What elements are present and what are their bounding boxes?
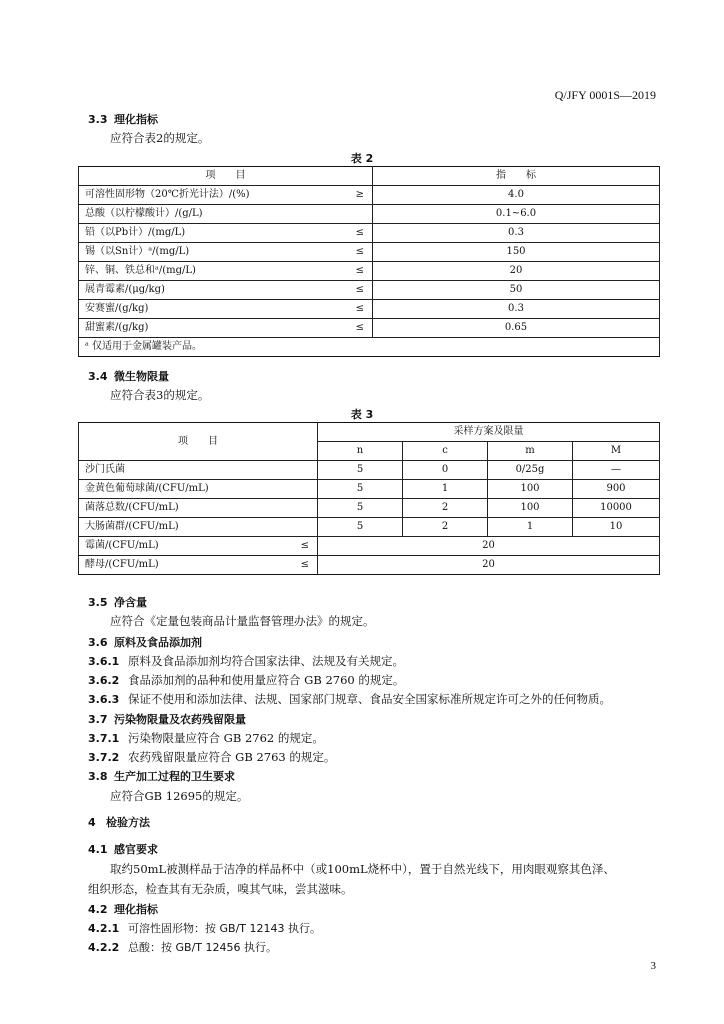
item-name: 可溶性固形物（20℃折光计法）/(%) xyxy=(85,189,250,200)
table2-value-cell: 0.3 xyxy=(373,300,660,319)
table3-merged-value-cell: 20 xyxy=(318,556,660,575)
table-2 xyxy=(78,166,660,357)
table3-m-cell: 0/25g xyxy=(488,461,573,480)
clause-number: 3.7.1 xyxy=(88,732,120,745)
table2-header-item: 项 目 xyxy=(79,167,373,186)
table-3 xyxy=(78,422,660,575)
table3-merged-value-cell: 20 xyxy=(318,537,660,556)
clause-text: 总酸：按 GB/T 12456 执行。 xyxy=(128,941,277,954)
body-line xyxy=(88,594,147,610)
comparison-symbol: ≤ xyxy=(355,303,364,314)
table3-n-cell: 5 xyxy=(318,518,403,537)
section-3-4-text: 应符合表3的规定。 xyxy=(110,388,210,402)
clause-number: 3.7.2 xyxy=(88,751,120,764)
table3-caption: 表 3 xyxy=(350,408,374,421)
table3-n-cell: 5 xyxy=(318,499,403,518)
clause-number: 4.2.1 xyxy=(88,922,120,935)
clause-text: 农药残留限量应符合 GB 2763 的规定。 xyxy=(128,750,336,764)
body-line xyxy=(88,881,353,897)
table3-subheader-n: n xyxy=(318,442,403,461)
item-name: 霉菌/(CFU/mL) xyxy=(85,540,159,551)
table2-footnote: ᵃ 仅适用于金属罐装产品。 xyxy=(79,338,660,357)
table2-item-cell xyxy=(79,319,373,338)
table3-item-cell xyxy=(79,556,318,575)
body-line xyxy=(88,841,158,857)
table3-subheader-m: m xyxy=(488,442,573,461)
clause-text: 应符合《定量包装商品计量监督管理办法》的规定。 xyxy=(110,614,375,628)
comparison-symbol: ≤ xyxy=(355,246,364,257)
clause-text: 检验方法 xyxy=(106,816,150,829)
table3-header-item: 项 目 xyxy=(79,423,318,461)
clause-number: 3.6.2 xyxy=(88,674,120,687)
clause-text: 应符合GB 12695的规定。 xyxy=(110,789,249,803)
table2-value-cell: 20 xyxy=(373,262,660,281)
body-line xyxy=(88,920,321,936)
clause-number: 3.8 xyxy=(88,770,108,783)
clause-number: 3.7 xyxy=(88,713,108,726)
table3-item-cell: 菌落总数/(CFU/mL) xyxy=(79,499,318,518)
clause-text: 取约50mL被测样品于洁净的样品杯中（或100mL烧杯中），置于自然光线下，用肉眼观察其色泽、 xyxy=(110,862,615,876)
table2-item-cell xyxy=(79,186,373,205)
table2-value-cell: 4.0 xyxy=(373,186,660,205)
table3-item-cell xyxy=(79,537,318,556)
body-line xyxy=(88,749,335,765)
section-number: 3.4 xyxy=(88,370,108,383)
table2-header-value: 指 标 xyxy=(373,167,660,186)
item-name: 甜蜜素/(g/kg) xyxy=(85,322,149,333)
body-line xyxy=(88,901,158,917)
clause-text: 理化指标 xyxy=(114,903,158,916)
table2-item-cell xyxy=(79,243,373,262)
comparison-symbol: ≤ xyxy=(300,540,309,551)
table2-item-cell xyxy=(79,281,373,300)
clause-text: 净含量 xyxy=(114,596,147,609)
clause-text: 原料及食品添加剂均符合国家法律、法规及有关规定。 xyxy=(128,654,404,668)
table-row xyxy=(79,205,660,224)
section-title: 微生物限量 xyxy=(114,370,169,383)
body-line xyxy=(88,672,404,688)
clause-text: 保证不使用和添加法律、法规、国家部门规章、食品安全国家标准所规定许可之外的任何物质。 xyxy=(128,692,611,706)
item-name: 铅（以Pb计）/(mg/L) xyxy=(85,227,186,238)
body-line xyxy=(88,653,404,669)
table3-c-cell: 0 xyxy=(403,461,488,480)
table2-value-cell: 0.3 xyxy=(373,224,660,243)
table-row xyxy=(79,537,660,556)
table3-item-cell: 金黄色葡萄球菌/(CFU/mL) xyxy=(79,480,318,499)
item-name: 总酸（以柠檬酸计）/(g/L) xyxy=(85,208,203,219)
table2-value-cell: 0.1~6.0 xyxy=(373,205,660,224)
table3-c-cell: 1 xyxy=(403,480,488,499)
clause-number: 4.1 xyxy=(88,843,108,856)
clause-text: 食品添加剂的品种和使用量应符合 GB 2760 的规定。 xyxy=(128,673,405,687)
section-3-3-text: 应符合表2的规定。 xyxy=(110,131,210,145)
table3-M-cell: — xyxy=(573,461,660,480)
comparison-symbol: ≤ xyxy=(355,322,364,333)
table2-value-cell: 50 xyxy=(373,281,660,300)
table-row xyxy=(79,224,660,243)
table3-c-cell: 2 xyxy=(403,518,488,537)
table-row xyxy=(79,262,660,281)
item-name: 锡（以Sn计）ᵃ/(mg/L) xyxy=(85,246,190,257)
table3-subheader-c: c xyxy=(403,442,488,461)
clause-number: 3.6.1 xyxy=(88,655,120,668)
section-3-4-heading xyxy=(88,368,169,384)
table2-item-cell xyxy=(79,300,373,319)
clause-text: 组织形态，检查其有无杂质，嗅其气味，尝其滋味。 xyxy=(88,882,353,896)
clause-text: 污染物限量应符合 GB 2762 的规定。 xyxy=(128,731,324,745)
table-row xyxy=(79,319,660,338)
clause-number: 3.6 xyxy=(88,636,108,649)
table-row xyxy=(79,518,660,537)
clause-text: 感官要求 xyxy=(114,843,158,856)
table-row xyxy=(79,461,660,480)
table2-value-cell: 0.65 xyxy=(373,319,660,338)
section-number: 3.3 xyxy=(88,113,108,126)
table3-item-cell: 大肠菌群/(CFU/mL) xyxy=(79,518,318,537)
table-row xyxy=(79,499,660,518)
body-line xyxy=(88,730,324,746)
item-name: 展青霉素/(μg/kg) xyxy=(85,284,165,295)
comparison-symbol: ≥ xyxy=(355,189,364,200)
table-row xyxy=(79,186,660,205)
body-line xyxy=(110,788,248,804)
table-row xyxy=(79,480,660,499)
body-line xyxy=(88,768,235,784)
clause-number: 4.2.2 xyxy=(88,941,120,954)
clause-number: 3.5 xyxy=(88,596,108,609)
table-row xyxy=(79,300,660,319)
comparison-symbol: ≤ xyxy=(355,265,364,276)
body-line xyxy=(110,861,615,877)
table3-header-group: 采样方案及限量 xyxy=(318,423,660,442)
item-name: 酵母/(CFU/mL) xyxy=(85,559,159,570)
table3-M-cell: 10000 xyxy=(573,499,660,518)
item-name: 锌、铜、铁总和ᵃ/(mg/L) xyxy=(85,265,196,276)
clause-text: 原料及食品添加剂 xyxy=(114,636,202,649)
clause-text: 生产加工过程的卫生要求 xyxy=(114,770,235,783)
table3-M-cell: 900 xyxy=(573,480,660,499)
table-row xyxy=(79,281,660,300)
table3-n-cell: 5 xyxy=(318,461,403,480)
table2-item-cell xyxy=(79,205,373,224)
clause-number: 4 xyxy=(88,816,96,829)
table-row xyxy=(79,556,660,575)
clause-number: 4.2 xyxy=(88,903,108,916)
body-line xyxy=(88,814,150,830)
comparison-symbol: ≤ xyxy=(300,559,309,570)
document-number: Q/JFY 0001S—2019 xyxy=(554,88,656,102)
clause-number: 3.6.3 xyxy=(88,693,120,706)
body-line xyxy=(110,613,375,629)
table2-caption: 表 2 xyxy=(350,152,374,165)
clause-text: 可溶性固形物：按 GB/T 12143 执行。 xyxy=(128,922,321,935)
comparison-symbol: ≤ xyxy=(355,284,364,295)
table3-n-cell: 5 xyxy=(318,480,403,499)
clause-text: 污染物限量及农药残留限量 xyxy=(114,713,246,726)
table2-item-cell xyxy=(79,224,373,243)
section-3-3-heading xyxy=(88,111,158,127)
table3-m-cell: 100 xyxy=(488,499,573,518)
body-line xyxy=(88,711,246,727)
table3-m-cell: 100 xyxy=(488,480,573,499)
table-row xyxy=(79,243,660,262)
table3-item-cell: 沙门氏菌 xyxy=(79,461,318,480)
table2-value-cell: 150 xyxy=(373,243,660,262)
item-name: 安赛蜜/(g/kg) xyxy=(85,303,149,314)
body-line xyxy=(88,691,611,707)
body-line xyxy=(88,634,202,650)
table3-subheader-M: M xyxy=(573,442,660,461)
page-number: 3 xyxy=(650,960,656,972)
table3-m-cell: 1 xyxy=(488,518,573,537)
section-title: 理化指标 xyxy=(114,113,158,126)
table3-c-cell: 2 xyxy=(403,499,488,518)
body-line xyxy=(88,939,277,955)
table3-M-cell: 10 xyxy=(573,518,660,537)
comparison-symbol: ≤ xyxy=(355,227,364,238)
table2-item-cell xyxy=(79,262,373,281)
